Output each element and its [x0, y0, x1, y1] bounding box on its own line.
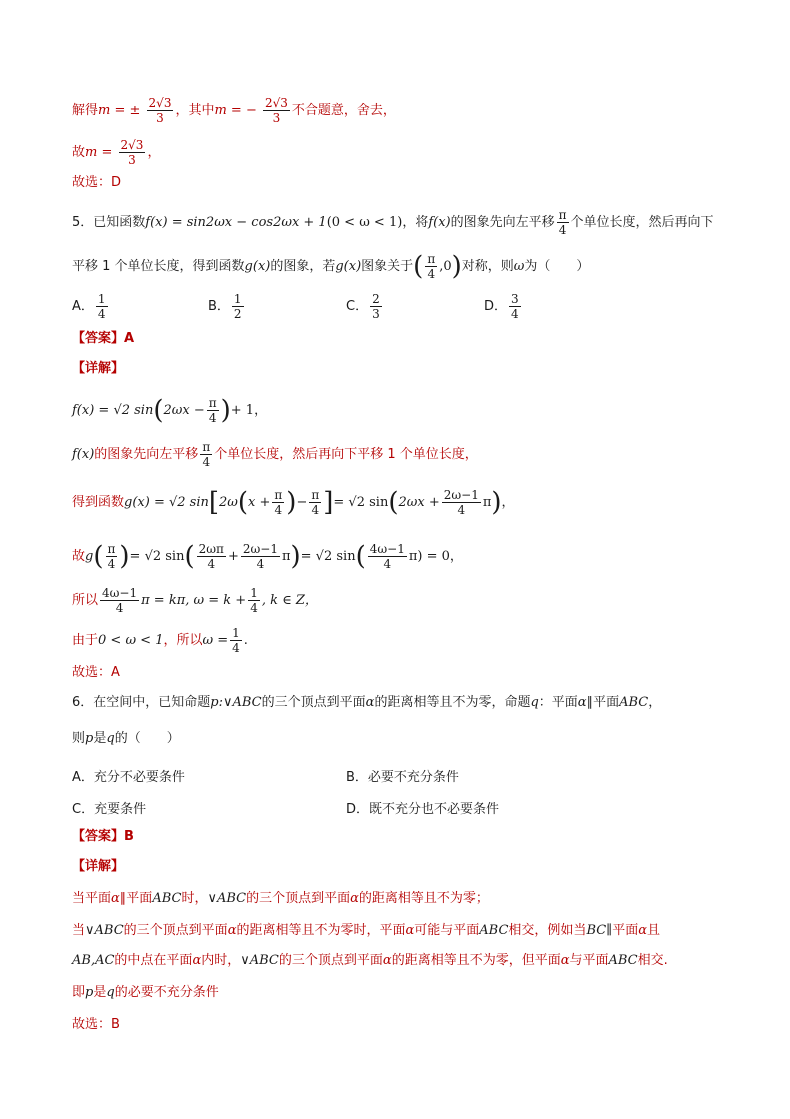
q6-choose-line: 故选：B: [72, 1017, 120, 1032]
q6-option-b: B．必要不充分条件: [346, 770, 459, 785]
q6-detail-line-4: 即p是q的必要不充分条件: [72, 985, 219, 1000]
choose-line: 故选：D: [72, 175, 122, 190]
q5-detail-line-3: 得到函数g(x) = √2 sin[2ω(x + $\frac{\pi}{4}$ )− $\frac{\pi}{4}$ ]= √2 sin(2ωx + $\frac{2\omega-1}{4}$ π)，: [72, 487, 515, 518]
q6-option-a: A．充分不必要条件: [72, 770, 185, 785]
q6-detail-line-3: AB,AC的中点在平面α内时，∨ABC的三个顶点到平面α的距离相等且不为零，但平面α与平面ABC相交.: [72, 953, 668, 968]
solution-line-2: 故m = $\frac{2√3}{3}$ ，: [72, 138, 161, 167]
q5-option-a: A． $\frac{1}{4}$: [72, 292, 106, 321]
q5-stem-line-1: 5．已知函数f(x) = sin2ωx − cos2ωx + 1(0 < ω < 1)，将f(x)的图象先向左平移 $\frac{\pi}{4}$ 个单位长度，然后再向下: [72, 208, 714, 237]
q5-option-b: B． $\frac{1}{2}$: [208, 292, 242, 321]
q6-option-c: C．充要条件: [72, 802, 147, 817]
q6-option-d: D．既不充分也不必要条件: [346, 802, 500, 817]
q5-option-c: C． $\frac{2}{3}$: [346, 292, 380, 321]
q5-detail-line-2: f(x)的图象先向左平移 $\frac{\pi}{4}$ 个单位长度，然后再向下平移 1 个单位长度，: [72, 440, 478, 469]
q6-answer-label: 【答案】B: [72, 829, 134, 844]
q6-detail-line-2: 当∨ABC的三个顶点到平面α的距离相等且不为零时，平面α可能与平面ABC相交，例如当BC∥平面α且: [72, 923, 660, 938]
solution-line-1: 解得m = ± $\frac{2√3}{3}$ ，其中m = − $\frac{2√3}{3}$ 不合题意，舍去，: [72, 96, 396, 125]
q5-detail-label: 【详解】: [72, 361, 125, 376]
q5-detail-line-4: 故g( $\frac{\pi}{4}$ )= √2 sin( $\frac{2\omega\pi}{4}$ + $\frac{2\omega-1}{4}$ π)= √2 sin( $\frac{4\omega-1}{4}$ π) = 0，: [72, 541, 463, 572]
q6-stem-line-1: 6．在空间中，已知命题p:∨ABC的三个顶点到平面α的距离相等且不为零，命题q：平面α∥平面ABC，: [72, 695, 662, 710]
q5-stem-line-2: 平移 1 个单位长度，得到函数g(x)的图象，若g(x)图象关于( $\frac{\pi}{4}$ ,0)对称，则ω为（ ）: [72, 251, 590, 282]
fraction: $\frac{2√3}{3}$: [264, 96, 288, 125]
fraction: $\frac{2√3}{3}$: [120, 138, 144, 167]
fraction: $\frac{2√3}{3}$: [148, 96, 172, 125]
q5-option-d: D． $\frac{3}{4}$: [484, 292, 519, 321]
q6-detail-label: 【详解】: [72, 859, 125, 874]
q5-detail-line-5: 所以 $\frac{4\omega-1}{4}$ π = kπ, ω = k + $\frac{1}{4}$ , k ∈ Z，: [72, 586, 318, 615]
q6-stem-line-2: 则p是q的（ ）: [72, 731, 180, 746]
q5-detail-line-6: 由于0 < ω < 1，所以ω = $\frac{1}{4}$ .: [72, 626, 248, 655]
q5-choose-line: 故选：A: [72, 665, 120, 680]
q5-detail-line-1: f(x) = √2 sin(2ωx − $\frac{\pi}{4}$ )+ 1，: [72, 395, 268, 426]
q6-detail-line-1: 当平面α∥平面ABC时，∨ABC的三个顶点到平面α的距离相等且不为零；: [72, 891, 489, 906]
q5-answer-label: 【答案】A: [72, 331, 135, 346]
